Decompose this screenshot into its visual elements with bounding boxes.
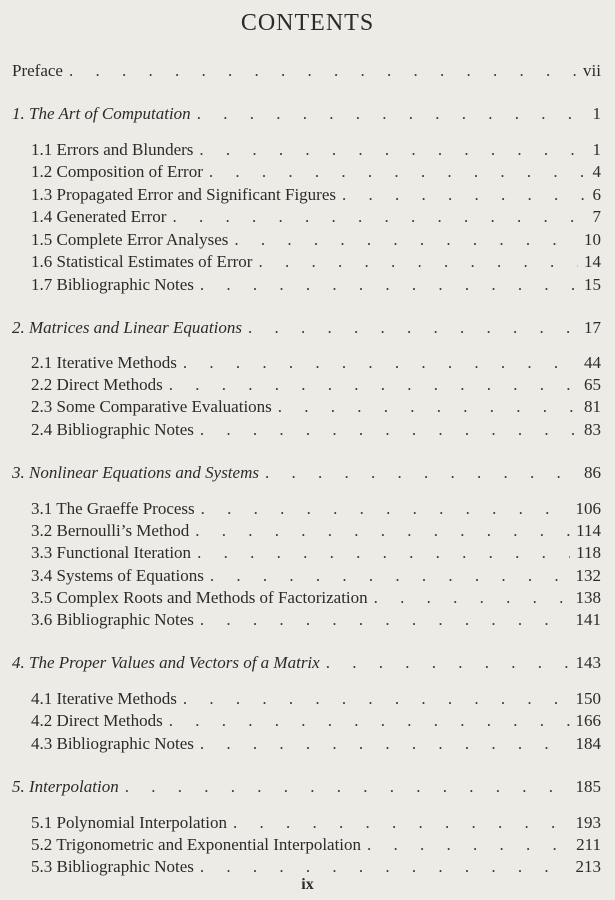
toc-chapter-entry (12, 652, 601, 674)
dot-leader (169, 710, 570, 732)
entry-page-number: 10 (584, 230, 601, 249)
toc-chapter-entry (12, 462, 601, 484)
page-number: ix (301, 876, 314, 893)
toc-section-entry (31, 139, 601, 161)
entry-page-number: 138 (575, 588, 601, 607)
page-title: CONTENTS (240, 10, 375, 36)
entry-page-number: 81 (584, 397, 601, 416)
dot-leader (200, 419, 578, 441)
entry-page-number: 118 (576, 543, 601, 562)
entry-label: 4.3 Bibliographic Notes (31, 734, 194, 753)
dot-leader (234, 229, 578, 251)
dot-leader (183, 688, 570, 710)
entry-page-number: 1 (592, 104, 601, 123)
dot-leader (374, 587, 570, 609)
entry-label: 1.2 Composition of Error (31, 162, 203, 181)
entry-label: 1.6 Statistical Estimates of Error (31, 252, 253, 271)
toc-section-entry (31, 274, 601, 296)
dot-leader (125, 776, 570, 798)
entry-page-number: 150 (575, 689, 601, 708)
toc-section-entry (31, 251, 601, 273)
entry-page-number: 1 (592, 140, 601, 159)
entry-label: 1.4 Generated Error (31, 207, 167, 226)
toc-chapter-entry (12, 60, 601, 82)
entry-label: 5.3 Bibliographic Notes (31, 857, 194, 876)
entry-label: 1.1 Errors and Blunders (31, 140, 194, 159)
dot-leader (265, 462, 578, 484)
entry-label: 4. The Proper Values and Vectors of a Matrix (12, 653, 320, 672)
dot-leader (200, 733, 570, 755)
toc-section-entry (31, 374, 601, 396)
dot-leader (326, 652, 570, 674)
toc-chapter-entry (12, 103, 601, 125)
toc-chapter-entry (12, 776, 601, 798)
toc-section-entry (31, 688, 601, 710)
toc-section-entry (31, 161, 601, 183)
entry-label: 1. The Art of Computation (12, 104, 191, 123)
entry-page-number: 141 (575, 610, 601, 629)
entry-label: 2.2 Direct Methods (31, 375, 163, 394)
dot-leader (258, 251, 578, 273)
dot-leader (342, 184, 587, 206)
entry-page-number: 17 (584, 318, 601, 337)
toc-section-entry (31, 184, 601, 206)
toc-section-entry (31, 542, 601, 564)
dot-leader (199, 139, 586, 161)
dot-leader (172, 206, 586, 228)
toc-section-entry (31, 206, 601, 228)
dot-leader (197, 542, 570, 564)
dot-leader (197, 103, 587, 125)
entry-label: 3.3 Functional Iteration (31, 543, 192, 562)
toc-section-entry (31, 834, 601, 856)
dot-leader (200, 274, 578, 296)
toc-section-entry (31, 587, 601, 609)
toc-section-entry (31, 229, 601, 251)
entry-page-number: 106 (575, 499, 601, 518)
entry-page-number: 7 (592, 207, 601, 226)
entry-page-number: 4 (592, 162, 601, 181)
entry-label: 3.4 Systems of Equations (31, 566, 204, 585)
entry-label: 5.2 Trigonometric and Exponential Interpolation (31, 835, 362, 854)
toc-section-entry (31, 710, 601, 732)
toc-section-entry (31, 812, 601, 834)
entry-label: 1.5 Complete Error Analyses (31, 230, 229, 249)
entry-label: 2. Matrices and Linear Equations (12, 318, 242, 337)
entry-page-number: 114 (576, 521, 601, 540)
entry-page-number: 193 (575, 813, 601, 832)
entry-page-number: 166 (575, 711, 601, 730)
dot-leader (200, 609, 570, 631)
entry-label: 3.1 The Graeffe Process (31, 499, 195, 518)
toc-section-entry (31, 498, 601, 520)
entry-page-number: 132 (575, 566, 601, 585)
dot-leader (201, 498, 570, 520)
entry-page-number: 185 (575, 777, 601, 796)
toc-section-entry (31, 352, 601, 374)
dot-leader (367, 834, 570, 856)
toc-section-entry (31, 520, 601, 542)
dot-leader (200, 856, 570, 878)
entry-page-number: 86 (584, 463, 601, 482)
dot-leader (169, 374, 578, 396)
entry-label: 3.6 Bibliographic Notes (31, 610, 194, 629)
entry-page-number: 143 (575, 653, 601, 672)
dot-leader (195, 520, 570, 542)
entry-label: 3. Nonlinear Equations and Systems (12, 463, 259, 482)
dot-leader (248, 317, 578, 339)
dot-leader (233, 812, 570, 834)
toc-section-entry (31, 856, 601, 878)
entry-page-number: vii (583, 61, 601, 80)
toc-section-entry (31, 396, 601, 418)
entry-page-number: 211 (576, 835, 601, 854)
entry-page-number: 184 (575, 734, 601, 753)
entry-label: 2.3 Some Comparative Evaluations (31, 397, 272, 416)
entry-label: 1.7 Bibliographic Notes (31, 275, 194, 294)
toc-section-entry (31, 609, 601, 631)
dot-leader (183, 352, 578, 374)
entry-label: 4.2 Direct Methods (31, 711, 163, 730)
toc-section-entry (31, 565, 601, 587)
entry-label: 1.3 Propagated Error and Significant Figures (31, 185, 336, 204)
toc-section-entry (31, 419, 601, 441)
entry-label: 5. Interpolation (12, 777, 119, 796)
entry-label: 4.1 Iterative Methods (31, 689, 177, 708)
entry-page-number: 65 (584, 375, 601, 394)
entry-label: Preface (12, 61, 63, 80)
entry-label: 5.1 Polynomial Interpolation (31, 813, 227, 832)
dot-leader (210, 565, 570, 587)
dot-leader (69, 60, 577, 82)
entry-page-number: 15 (584, 275, 601, 294)
toc-section-entry (31, 733, 601, 755)
toc-chapter-entry (12, 317, 601, 339)
entry-label: 3.5 Complex Roots and Methods of Factorization (31, 588, 368, 607)
entry-label: 2.1 Iterative Methods (31, 353, 177, 372)
entry-label: 2.4 Bibliographic Notes (31, 420, 194, 439)
dot-leader (209, 161, 587, 183)
entry-page-number: 83 (584, 420, 601, 439)
entry-page-number: 44 (584, 353, 601, 372)
dot-leader (278, 396, 578, 418)
entry-page-number: 213 (575, 857, 601, 876)
entry-page-number: 6 (592, 185, 601, 204)
entry-page-number: 14 (584, 252, 601, 271)
entry-label: 3.2 Bernoulli’s Method (31, 521, 190, 540)
